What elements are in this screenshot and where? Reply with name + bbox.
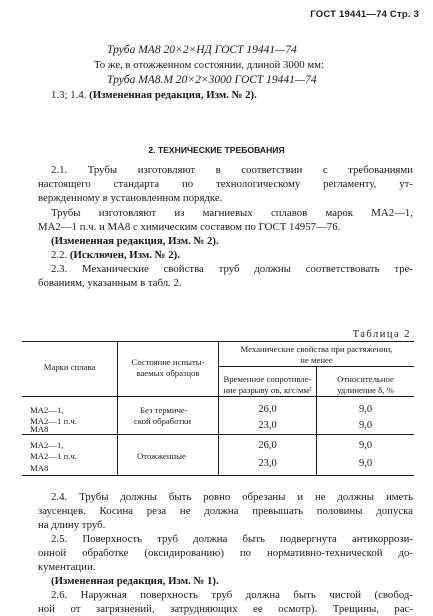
col-state-header [118, 357, 218, 378]
row1-strength-2: 23,0 [258, 420, 277, 431]
page-header: ГОСТ 19441—74 Стр. 3 [310, 9, 419, 20]
row1-elongation-2: 9,0 [358, 420, 373, 431]
designation-example-1: Труба МА8 20×2×НД ГОСТ 19441—74 [107, 44, 297, 56]
row1-strength-1: 26,0 [258, 404, 277, 415]
col-elongation-header-1: Относительное [337, 374, 394, 384]
clause-numbers: 1.3; 1.4. [51, 89, 87, 101]
group-header-1: Механические свойства при растяжении, [240, 344, 393, 354]
row1-alloy-3: МА8 [30, 424, 49, 434]
row2-alloy-3: МА8 [30, 463, 49, 473]
p25-line-1: 2.5. Поверхность труб должна быть подвергнута антикоррози- [51, 533, 413, 545]
row2-elongation-1: 9,0 [358, 440, 373, 451]
col-elongation-header [317, 374, 414, 395]
p23-line-2: бованиям, указанным в табл. 2. [38, 277, 182, 289]
col-alloy-header: Марки сплава [43, 362, 96, 372]
p26-line-1: 2.6. Наружная поверхность труб должна быть чистой (свобод- [51, 589, 413, 601]
p25-amendment: (Измененная редакция, Изм. № 1). [51, 575, 219, 587]
table-caption: Таблица 2 [352, 329, 411, 340]
p22 [51, 249, 180, 262]
p25-line-2: онной обработке (оксидированию) по нормативно-технической до- [38, 547, 413, 559]
p21-line-2: настоящего стандарта по технологическому регламенту, ут- [38, 178, 413, 190]
row2-strength-2: 23,0 [258, 458, 277, 469]
row2-alloy-1: МА2—1, [30, 440, 64, 450]
group-header [219, 344, 414, 365]
row1-elongation-1: 9,0 [358, 404, 373, 415]
alloys-line-1: Трубы изготовляют из магниевых сплавов марок МА2—1, [51, 207, 413, 219]
group-header-2: не менее [300, 354, 333, 365]
p25-line-3: кументации. [38, 561, 96, 573]
col-strength-header [219, 374, 316, 395]
p21-line-3: вержденному в установленном порядке. [38, 192, 223, 204]
row2-state: Отожженные [137, 451, 186, 461]
p21-line-1: 2.1. Трубы изготовляют в соответствии с требованиями [51, 164, 413, 176]
row2-elongation-2: 9,0 [358, 458, 373, 469]
row2-strength-1: 26,0 [258, 440, 277, 451]
p24-line-1: 2.4. Трубы должны быть ровно обрезаны и не должны иметь [51, 491, 413, 503]
p26-line-2: ной от загрязнений, затрудняющих ее осмотр). Трещины, рас- [38, 603, 413, 615]
p22-number: 2.2. [51, 249, 68, 261]
row2-alloy-2: МА2—1 п.ч. [30, 451, 77, 461]
alloys-amendment: (Измененная редакция, Изм. № 2). [51, 235, 219, 247]
row1-state-2: ской обработки [134, 416, 192, 426]
row1-state-1: Без термиче- [140, 405, 188, 415]
row1-alloy-1: МА2—1, [30, 405, 64, 415]
annealed-note: То же, в отожженном состоянии, длиной 3000 мм: [94, 59, 324, 71]
table-bottom-rule [22, 475, 414, 476]
col-state-header-2: ваемых образцов [136, 367, 200, 378]
p22-note: (Исключен, Изм. № 2). [69, 249, 180, 261]
alloys-line-2: МА2—1 п.ч. и МА8 с химическим составом по ГОСТ 14957—76. [38, 221, 341, 233]
col-strength-header-1: Временное сопротивле- [223, 374, 312, 384]
col-strength-header-2: ние разрыву σв, кгс/мм² [223, 384, 312, 395]
col-state-header-1: Состояние испыты- [131, 357, 205, 367]
row1-alloy-2: МА2—1 п.ч. [30, 416, 77, 426]
p24-line-3: на длину труб. [38, 519, 106, 531]
section-title: 2. ТЕХНИЧЕСКИЕ ТРЕБОВАНИЯ [148, 145, 285, 155]
p23-line-1: 2.3. Механические свойства труб должны соответствовать тре- [51, 263, 413, 275]
amendment-note: (Измененная редакция, Изм. № 2). [89, 89, 257, 101]
amendment-line [51, 89, 257, 102]
mechanical-properties-table [22, 341, 414, 476]
designation-example-2: Труба МА8.М 20×2×3000 ГОСТ 19441—74 [107, 74, 317, 86]
col-elongation-header-2: удлинение δ, % [337, 384, 394, 395]
p24-line-2: заусенцев. Косина реза не должна превышать половины допуска [38, 505, 413, 517]
